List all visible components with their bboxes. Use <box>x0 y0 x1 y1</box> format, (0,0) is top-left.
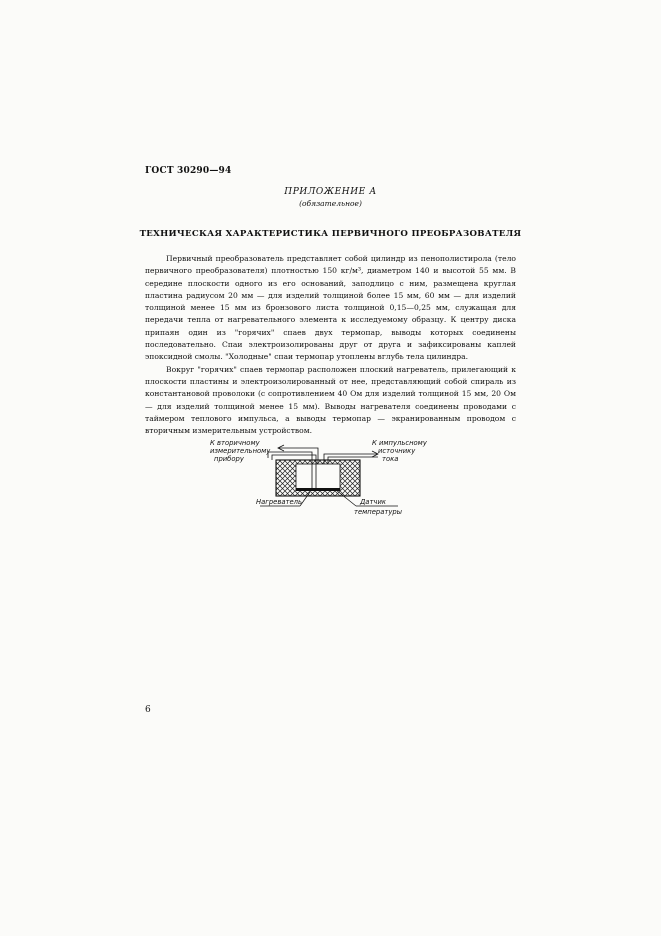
label-impulse-source: тока <box>382 455 399 463</box>
label-secondary-instrument: измерительному <box>210 447 271 455</box>
bronze-plate <box>296 488 340 491</box>
label-impulse-source: К импульсному <box>372 439 427 447</box>
paragraph: Первичный преобразователь представляет собой цилиндр из пенополистирола (тело первичного преобразователя) плотностью 150 кг/м³, диаметром 140 и высотой 55 мм. В середине плоскости одного из его оснований, заподлицо с ним, размещена круглая пластина радиусом 20 мм — для изделий толщиной более 15 мм, 60 мм — для изделий толщиной менее 15 мм из бронзового листа толщиной 0,15—0,25 мм, служащая для передачи тепла от нагревательного элемента к исследуемому образцу. К центру диска припаян один из "горячих" спаев двух термопар, выводы которых соединены последовательно. Спаи электроизолированы друг от друга и зафиксированы каплей эпоксидной смолы. "Холодные" спаи термопар утоплены вглубь тела цилиндра. <box>145 254 516 362</box>
label-heater: Нагреватель <box>256 498 303 506</box>
label-impulse-source: источнику <box>378 447 416 455</box>
label-temperature-sensor: Датчик <box>360 498 386 506</box>
appendix-title: ПРИЛОЖЕНИЕ А <box>284 187 377 197</box>
section-title: ТЕХНИЧЕСКАЯ ХАРАКТЕРИСТИКА ПЕРВИЧНОГО ПРЕОБРАЗОВАТЕЛЯ <box>139 229 522 239</box>
transducer-diagram <box>200 436 440 536</box>
label-secondary-instrument: прибору <box>214 455 244 463</box>
page-number: 6 <box>145 705 151 715</box>
document-code: ГОСТ 30290—94 <box>145 166 232 176</box>
label-secondary-instrument: К вторичному <box>210 439 260 447</box>
paragraph: Вокруг "горячих" спаев термопар расположен плоский нагреватель, прилегающий к плоскости пластины и электроизолированный от нее, представляющий собой спираль из константановой проволоки (с сопротивлением 40 Ом для изделий толщиной 15 мм, 20 Ом — для изделий толщиной менее 15 мм). Выводы нагревателя соединены проводами с таймером теплового импульса, а выводы термопар — экранированным проводом с вторичным измерительным устройством. <box>145 364 516 436</box>
inner-cavity <box>296 464 340 490</box>
appendix-subtitle: (обязательное) <box>299 199 362 208</box>
body-text <box>145 253 516 437</box>
label-temperature-sensor: температуры <box>354 508 403 516</box>
